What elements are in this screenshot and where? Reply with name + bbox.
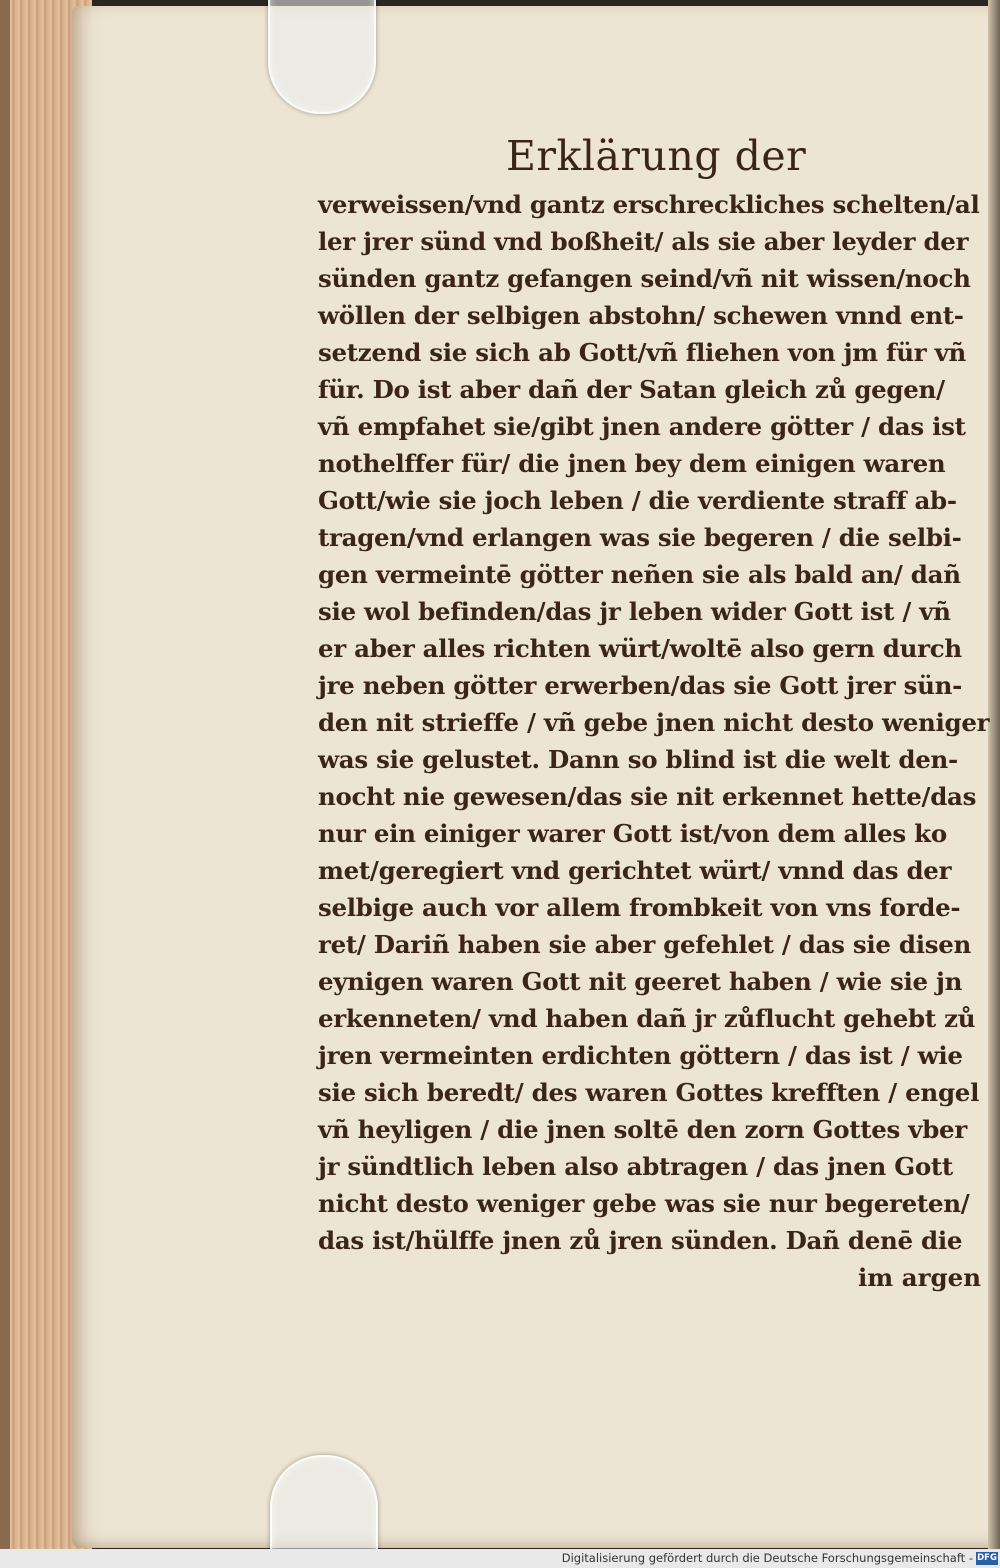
page-clamp-bottom <box>270 1455 378 1559</box>
text-line: nocht nie gewesen/das sie nit erkennet hette/das <box>318 782 977 811</box>
text-line: nicht desto weniger gebe was sie nur begereten/ <box>318 1189 970 1218</box>
text-line: vñ heyligen / die jnen soltē den zorn Gottes vber <box>318 1115 967 1144</box>
text-line: jre neben götter erwerben/das sie Gott jrer sün- <box>318 671 963 700</box>
text-line: eynigen waren Gott nit geeret haben / wie sie jn <box>318 967 963 996</box>
text-line: für. Do ist aber dañ der Satan gleich zů gegen/ <box>318 375 945 404</box>
text-line: gen vermeintē götter neñen sie als bald an/ dañ <box>318 560 961 589</box>
catchword: im argen <box>858 1263 982 1292</box>
text-line: setzend sie sich ab Gott/vñ fliehen von jm für vñ <box>318 338 967 367</box>
text-line: sie wol befinden/das jr leben wider Gott ist / vñ <box>318 597 951 626</box>
footer-bar <box>0 1549 1000 1568</box>
text-line: erkenneten/ vnd haben dañ jr zůflucht gehebt zů <box>318 1004 976 1033</box>
funding-credit: Digitalisierung gefördert durch die Deutsche Forschungsgemeinschaft - <box>561 1551 973 1565</box>
text-line: ler jrer sünd vnd boßheit/ als sie aber leyder der <box>318 227 969 256</box>
binding-shadow <box>0 0 10 1550</box>
text-line: tragen/vnd erlangen was sie begeren / die selbi- <box>318 523 962 552</box>
right-page-edge <box>988 0 1000 1550</box>
text-line: sünden gantz gefangen seind/vñ nit wissen/noch <box>318 264 971 293</box>
page-clamp-top <box>268 0 376 114</box>
text-line: das ist/hülffe jnen zů jren sünden. Dañ denē die <box>318 1226 963 1255</box>
text-line: nothelffer für/ die jnen bey dem einigen waren <box>318 449 946 478</box>
text-line: ret/ Dariñ haben sie aber gefehlet / das sie disen <box>318 930 972 959</box>
text-line: jren vermeinten erdichten göttern / das ist / wie <box>318 1041 963 1070</box>
text-line: was sie gelustet. Dann so blind ist die welt den- <box>318 745 958 774</box>
text-line: selbige auch vor allem frombkeit von vns forde- <box>318 893 961 922</box>
running-head: Erklärung der <box>506 132 807 180</box>
text-line: Gott/wie sie joch leben / die verdiente straff ab- <box>318 486 957 515</box>
text-line: nur ein einiger warer Gott ist/von dem alles ko <box>318 819 947 848</box>
text-line: er aber alles richten würt/woltē also gern durch <box>318 634 962 663</box>
text-line: jr sündtlich leben also abtragen / das jnen Gott <box>318 1152 953 1181</box>
text-line: vñ empfahet sie/gibt jnen andere götter / das ist <box>318 412 966 441</box>
text-line: met/geregiert vnd gerichtet würt/ vnnd das der <box>318 856 952 885</box>
text-line: sie sich beredt/ des waren Gottes krefften / engel <box>318 1078 980 1107</box>
dfg-logo-icon: DFG <box>977 1553 997 1563</box>
text-line: verweissen/vnd gantz erschreckliches schelten/al <box>318 190 980 219</box>
text-line: den nit strieffe / vñ gebe jnen nicht desto weniger <box>318 708 990 737</box>
text-line: wöllen der selbigen abstohn/ schewen vnnd ent- <box>318 301 964 330</box>
